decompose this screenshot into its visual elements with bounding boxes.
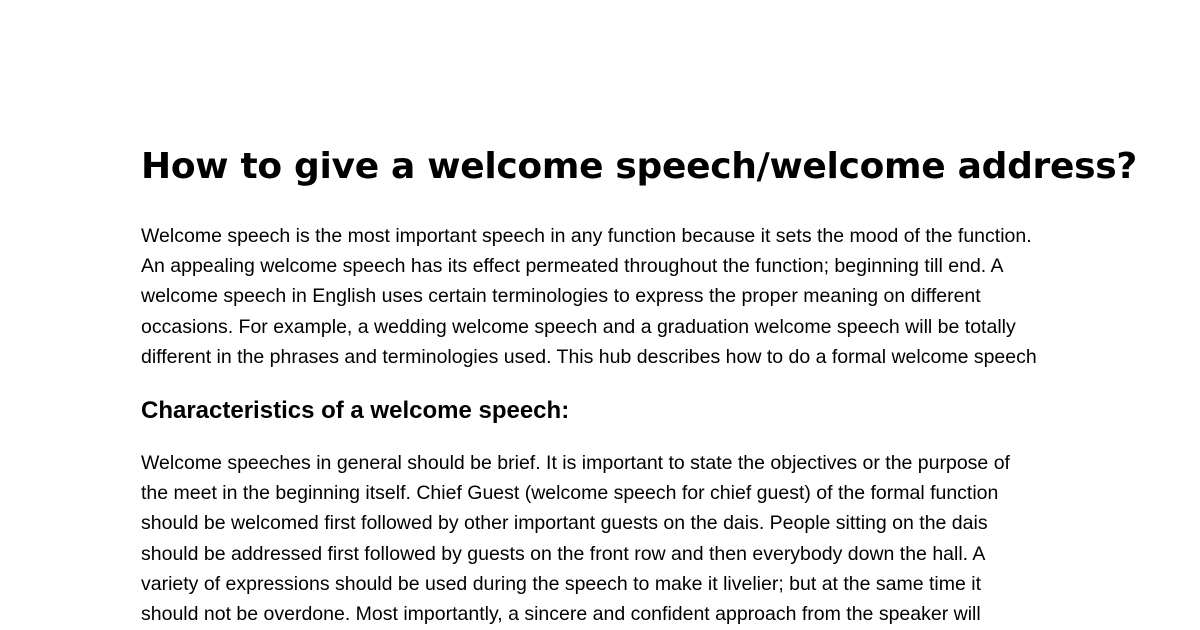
document-title: How to give a welcome speech/welcome address? [141,146,1137,187]
section-line: should be addressed first followed by guests on the front row and then everybody down the hall. A [141,542,986,565]
intro-paragraph [141,221,1141,372]
section-line: variety of expressions should be used during the speech to make it livelier; but at the same time it [141,572,982,595]
intro-line: Welcome speech is the most important speech in any function because it sets the mood of the function. [141,225,1032,247]
section-heading: Characteristics of a welcome speech: [141,397,570,425]
intro-line: An appealing welcome speech has its effect permeated throughout the function; beginning till end. A [141,255,1004,278]
intro-line: welcome speech in English uses certain terminologies to express the proper meaning on different [141,285,981,308]
intro-line: occasions. For example, a wedding welcome speech and a graduation welcome speech will be totally [141,315,1016,338]
intro-line: different in the phrases and terminologies used. This hub describes how to do a formal welcome speech [141,345,1037,368]
section-paragraph [141,448,1141,629]
section-line: should be welcomed first followed by other important guests on the dais. People sitting on the dais [141,512,988,535]
section-line: the meet in the beginning itself. Chief Guest (welcome speech for chief guest) of the formal function [141,482,999,505]
section-line: Welcome speeches in general should be brief. It is important to state the objectives or the purpose of [141,452,1010,475]
document-content [141,143,1141,629]
section-line: should not be overdone. Most importantly, a sincere and confident approach from the speaker will [141,603,981,626]
